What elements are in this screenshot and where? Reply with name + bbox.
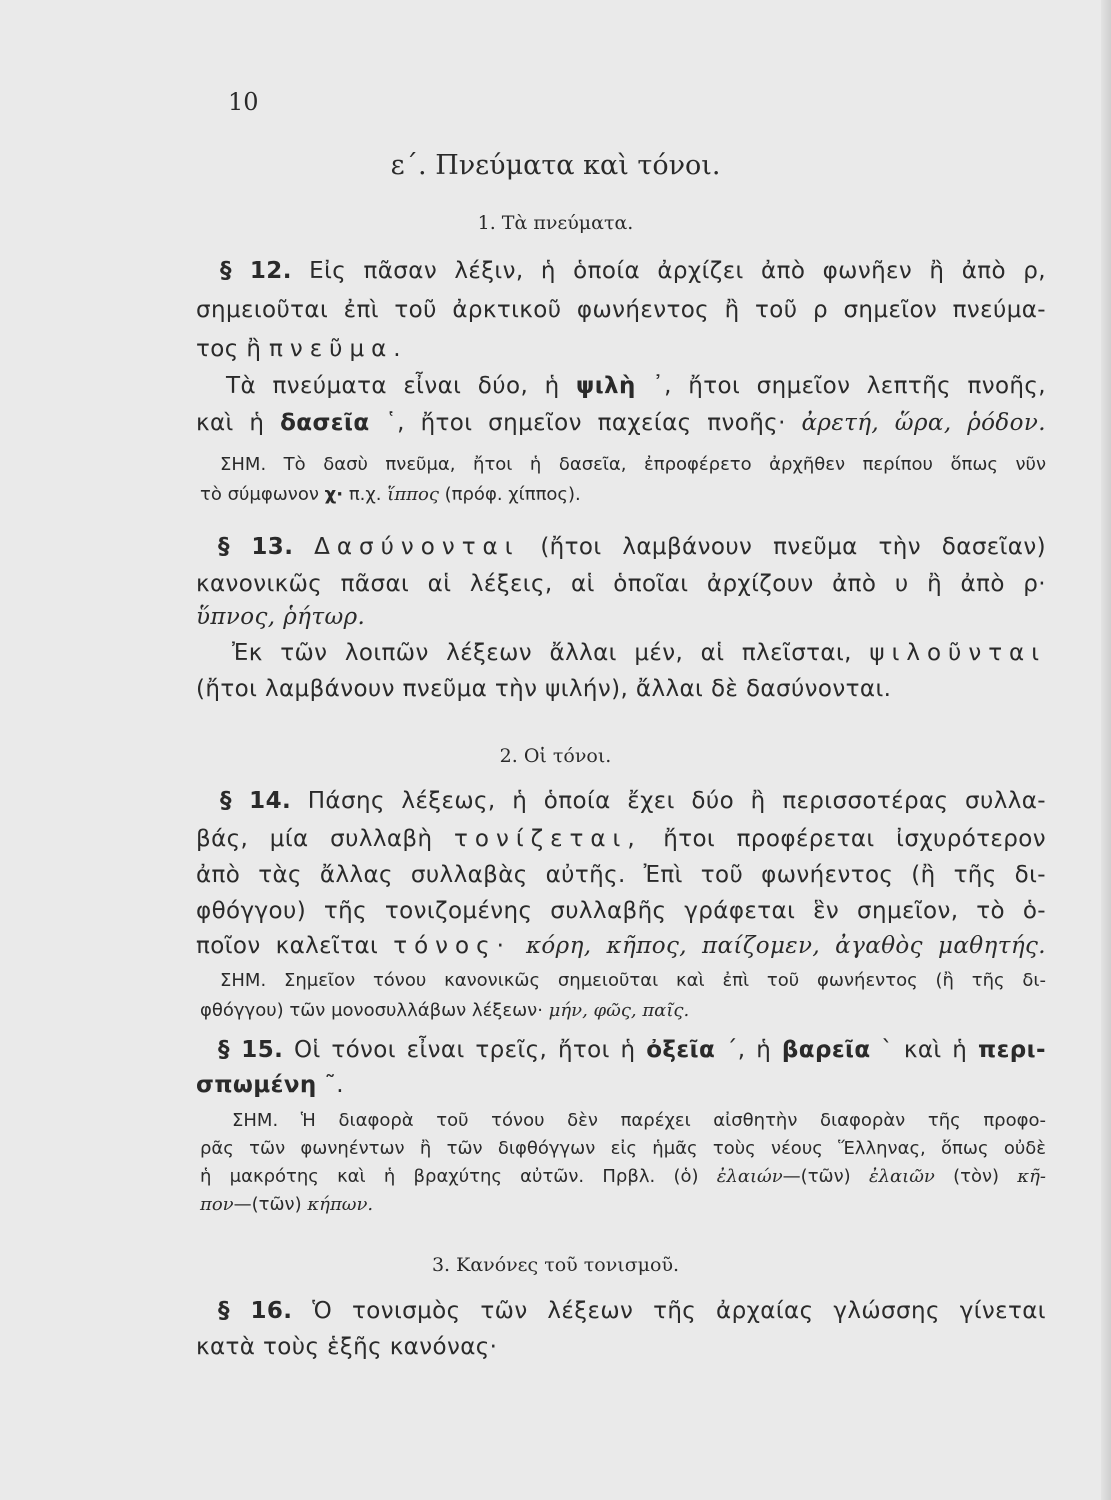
section-number-16: § 16.	[218, 1298, 293, 1324]
paragraph-13-line-4: Ἐκ τῶν λοιπῶν λέξεων ἄλλαι μέν, αἱ πλεῖσται, ψιλοῦνται	[232, 640, 1046, 666]
paragraph-14-line-5: ποῖον καλεῖται τόνος· κόρη, κῆπος, παίζομεν, ἀγαθὸς μαθητής.	[196, 933, 1047, 959]
subheading-breathings: 1. Τὰ πνεύματα.	[477, 212, 634, 234]
section-number-14: § 14.	[220, 788, 292, 814]
spaced-term-pneuma: πνεῦμα.	[269, 336, 408, 362]
note-1-line-2: τὸ σύμφωνον χ· π.χ. ἵππος (πρόφ. χίππος).	[200, 484, 581, 505]
term-perispomeni: περι-	[977, 1037, 1046, 1063]
term-bareia: βαρεῖα	[781, 1037, 871, 1063]
subheading-accent-rules: 3. Κανόνες τοῦ τονισμοῦ.	[431, 1254, 680, 1276]
paragraph-13-examples: ὕπνος, ῥήτωρ.	[196, 604, 366, 630]
note-2-line-2: φθόγγου) τῶν μονοσυλλάβων λέξεων· μήν, φῶς, παῖς.	[200, 1000, 690, 1021]
subheading-accents: 2. Οἱ τόνοι.	[499, 745, 612, 767]
term-daseia: δασεῖα	[280, 410, 370, 436]
note-3-line-3: ἡ μακρότης καὶ ἡ βραχύτης αὐτῶν. Πρβλ. (ὁ) ἐλαιών—(τῶν) ἐλαιῶν (τὸν) κῆ-	[200, 1166, 1046, 1187]
section-number-12: § 12.	[220, 258, 292, 284]
note-3-line-4: πον—(τῶν) κήπων.	[200, 1194, 374, 1215]
page-number: 10	[228, 88, 259, 116]
paragraph-15-line-1: § 15. Οἱ τόνοι εἶναι τρεῖς, ἤτοι ἡ ὀξεῖα ΄, ἡ βαρεῖα ` καὶ ἡ περι-	[218, 1037, 1046, 1063]
paragraph-16-line-1: § 16. Ὁ τονισμὸς τῶν λέξεων τῆς ἀρχαίας γλώσσης γίνεται	[218, 1298, 1046, 1324]
examples-accents: κόρη, κῆπος, παίζομεν, ἀγαθὸς μαθητής.	[525, 933, 1047, 959]
paragraph-12b-line-1: Τὰ πνεύματα εἶναι δύο, ἡ ψιλὴ ᾿, ἤτοι σημεῖον λεπτῆς πνοῆς,	[226, 373, 1047, 399]
paragraph-14-line-2: βάς, μία συλλαβὴ τονίζεται, ἤτοι προφέρεται ἰσχυρότερον	[196, 826, 1046, 852]
paragraph-12-line-1: § 12. Εἰς πᾶσαν λέξιν, ἡ ὁποία ἀρχίζει ἀπὸ φωνῆεν ἢ ἀπὸ ρ,	[220, 258, 1046, 284]
paragraph-14-line-3: ἀπὸ τὰς ἄλλας συλλαβὰς αὐτῆς. Ἐπὶ τοῦ φωνήεντος (ἢ τῆς δι-	[196, 862, 1046, 888]
note-2-line-1: ΣΗΜ. Σημεῖον τόνου κανονικῶς σημειοῦται καὶ ἐπὶ τοῦ φωνήεντος (ἢ τῆς δι-	[220, 970, 1046, 991]
term-psili: ψιλὴ	[576, 373, 636, 399]
section-number-15: § 15.	[218, 1037, 284, 1063]
paragraph-16-line-2: κατὰ τοὺς ἑξῆς κανόνας·	[196, 1334, 498, 1360]
paragraph-12-line-2: σημειοῦται ἐπὶ τοῦ ἀρκτικοῦ φωνήεντος ἢ τοῦ ρ σημεῖον πνεύμα-	[196, 297, 1046, 323]
paragraph-14-line-4: φθόγγου) τῆς τονιζομένης συλλαβῆς γράφεται ἓν σημεῖον, τὸ ὁ-	[196, 898, 1046, 924]
section-title: ε΄. Πνεύματα καὶ τόνοι.	[390, 150, 721, 181]
paragraph-13-line-1: § 13. Δασύνονται (ἤτοι λαμβάνουν πνεῦμα τὴν δασεῖαν)	[218, 534, 1046, 560]
paragraph-15-line-2: σπωμένη ῀.	[196, 1072, 345, 1098]
paragraph-13-line-5: (ἤτοι λαμβάνουν πνεῦμα τὴν ψιλήν), ἄλλαι δὲ δασύνονται.	[196, 676, 892, 702]
paragraph-14-line-1: § 14. Πάσης λέξεως, ἡ ὁποία ἔχει δύο ἢ περισσοτέρας συλλα-	[220, 788, 1046, 814]
section-number-13: § 13.	[218, 534, 294, 560]
paragraph-12b-line-2: καὶ ἡ δασεῖα ῾, ἤτοι σημεῖον παχείας πνοῆς· ἀρετή, ὥρα, ῥόδον.	[196, 410, 1046, 436]
paragraph-13-line-2: κανονικῶς πᾶσαι αἱ λέξεις, αἱ ὁποῖαι ἀρχίζουν ἀπὸ υ ἢ ἀπὸ ρ·	[196, 571, 1046, 597]
note-3-line-2: ρᾶς τῶν φωνηέντων ἢ τῶν διφθόγγων εἰς ἡμᾶς τοὺς νέους Ἕλληνας, ὅπως οὐδὲ	[200, 1138, 1046, 1159]
examples-breathings: ἀρετή, ὥρα, ῥόδον.	[801, 410, 1046, 436]
paragraph-12-line-3: τος ἢ πνεῦμα.	[196, 336, 408, 362]
term-oxeia: ὀξεῖα	[646, 1037, 716, 1063]
note-3-line-1: ΣΗΜ. Ἡ διαφορὰ τοῦ τόνου δὲν παρέχει αἰσθητὴν διαφορὰν τῆς προφο-	[232, 1110, 1046, 1131]
note-1-line-1: ΣΗΜ. Τὸ δασὺ πνεῦμα, ἤτοι ἡ δασεῖα, ἐπροφέρετο ἀρχῆθεν περίπου ὅπως νῦν	[220, 454, 1046, 475]
